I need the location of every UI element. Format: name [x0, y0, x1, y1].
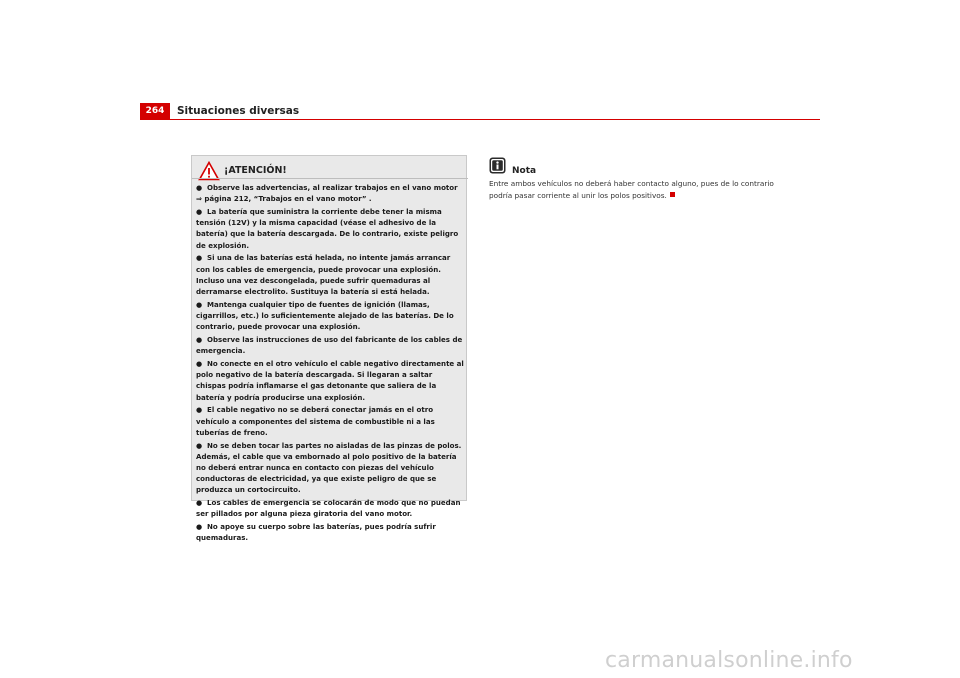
end-mark-icon — [670, 192, 675, 197]
bullet-icon: ● — [196, 405, 203, 415]
page-header — [140, 103, 820, 119]
watermark: carmanualsonline.info — [605, 648, 853, 673]
bullet-icon: ● — [196, 207, 203, 216]
warning-list — [196, 182, 464, 545]
warning-divider — [192, 178, 468, 179]
warning-item: ● No conecte en el otro vehículo el cable negativo directamente al polo negativo de la batería descargada. Si llegaran a saltar chispas podría inflamarse el gas detonante que saliera de la batería y podría producirse una explosión. — [196, 359, 464, 402]
note-title: Nota — [512, 166, 537, 176]
bullet-icon: ● — [196, 498, 203, 508]
warning-item: ● Mantenga cualquier tipo de fuentes de ignición (llamas, cigarrillos, etc.) lo suficientemente alejado de las baterías. De lo contrario, puede provocar una explosión. — [196, 299, 454, 332]
warning-item: ● No se deben tocar las partes no aisladas de las pinzas de polos. Además, el cable que va embornado al polo positivo de la batería no deberá entrar nunca en contacto con piezas del vehículo conductoras de electricidad, ya que existe peligro de que se produzca un cortocircuito. — [196, 440, 462, 495]
warning-item: ● Observe las advertencias, al realizar trabajos en el vano motor ⇒ página 212, “Trabajos en el vano motor” . — [196, 183, 458, 204]
warning-title: ¡ATENCIÓN! — [224, 165, 287, 176]
page-number: 264 — [140, 103, 170, 119]
bullet-icon: ● — [196, 183, 203, 192]
warning-box — [191, 155, 467, 543]
bullet-icon: ● — [196, 335, 203, 345]
bullet-icon: ● — [196, 440, 203, 450]
warning-item: ● Si una de las baterías está helada, no intente jamás arrancar con los cables de emergencia, puede provocar una explosión. Incluso una vez descongelada, puede sufrir quemaduras al derramarse electrolito. Sustituya la batería si está helada. — [196, 253, 451, 297]
bullet-icon: ● — [196, 359, 203, 369]
warning-item: ● Los cables de emergencia se colocarán de modo que no puedan ser pillados por alguna pieza giratoria del vano motor. — [196, 498, 461, 519]
warning-item: ● La batería que suministra la corriente debe tener la misma tensión (12V) y la misma capacidad (véase el adhesivo de la batería) que la batería descargada. De lo contrario, existe peligro de explosión. — [196, 207, 459, 250]
header-rule — [140, 119, 820, 120]
section-title: Situaciones diversas — [177, 105, 300, 117]
warning-item: ● Observe las instrucciones de uso del fabricante de los cables de emergencia. — [196, 335, 463, 356]
warning-item: ● No apoye su cuerpo sobre las baterías, pues podría sufrir quemaduras. — [196, 522, 436, 543]
bullet-icon: ● — [196, 522, 203, 532]
warning-item: ● El cable negativo no se deberá conectar jamás en el otro vehículo a componentes del sistema de combustible ni a las tuberías de freno. — [196, 405, 435, 437]
bullet-icon: ● — [196, 299, 203, 309]
info-note-icon — [489, 157, 506, 174]
bullet-icon: ● — [196, 253, 203, 263]
note-text: Entre ambos vehículos no deberá haber contacto alguno, pues de lo contrario podría pasar corriente al unir los polos positivos. — [489, 179, 774, 200]
